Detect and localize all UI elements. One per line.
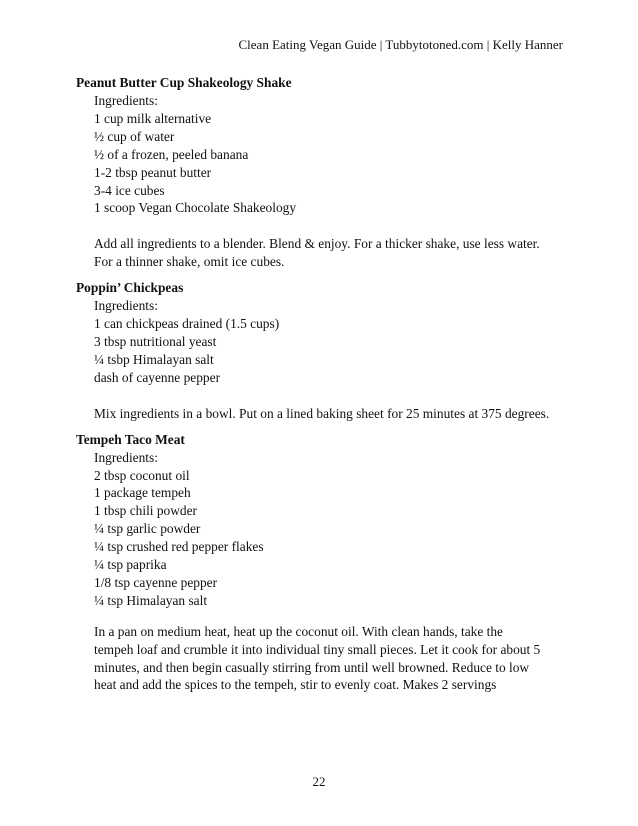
recipe-title: Tempeh Taco Meat	[76, 431, 185, 447]
directions-line: Mix ingredients in a bowl. Put on a lined baking sheet for 25 minutes at 375 degrees.	[94, 405, 550, 421]
recipe-tempeh-taco-meat	[76, 431, 576, 695]
ingredient-item: 2 tbsp coconut oil	[94, 467, 190, 483]
page-content	[76, 74, 576, 694]
ingredient-item: 1 scoop Vegan Chocolate Shakeology	[94, 200, 297, 216]
ingredients-label: Ingredients:	[94, 93, 158, 108]
ingredient-item: 1 package tempeh	[94, 485, 191, 501]
recipe-directions	[94, 405, 576, 423]
directions-line: For a thinner shake, omit ice cubes.	[94, 254, 285, 270]
directions-line: heat and add the spices to the tempeh, stir to evenly coat. Makes 2 servings	[94, 677, 497, 693]
ingredient-item: ¼ tsbp Himalayan salt	[94, 351, 214, 367]
ingredient-item: ½ of a frozen, peeled banana	[94, 146, 249, 162]
recipe-poppin-chickpeas	[76, 279, 576, 430]
recipe-directions	[94, 623, 564, 695]
recipe-directions	[94, 235, 576, 271]
ingredient-item: ¼ tsp Himalayan salt	[94, 592, 208, 608]
recipe-body	[76, 449, 576, 695]
recipe-body	[76, 92, 576, 271]
ingredients-label: Ingredients:	[94, 449, 158, 465]
ingredient-item: 1-2 tbsp peanut butter	[94, 164, 212, 180]
running-header: Clean Eating Vegan Guide | Tubbytotoned.com | Kelly Hanner	[238, 37, 563, 52]
ingredient-item: 1 cup milk alternative	[94, 110, 212, 126]
recipe-title: Peanut Butter Cup Shakeology Shake	[76, 75, 292, 90]
recipe-body	[76, 297, 576, 422]
ingredient-item: 3-4 ice cubes	[94, 182, 165, 198]
ingredient-item: dash of cayenne pepper	[94, 369, 221, 385]
page-number: 22	[312, 774, 326, 789]
recipe-title: Poppin’ Chickpeas	[76, 280, 184, 296]
ingredient-item: ¼ tsp crushed red pepper flakes	[94, 539, 264, 555]
ingredients-label: Ingredients:	[94, 298, 158, 314]
ingredient-item: ¼ tsp paprika	[94, 557, 167, 573]
ingredient-item: 1 tbsp chili powder	[94, 503, 198, 519]
ingredient-item: ¼ tsp garlic powder	[94, 521, 201, 537]
ingredient-item: 1/8 tsp cayenne pepper	[94, 574, 218, 590]
recipe-peanut-butter-cup-shake	[76, 74, 576, 279]
directions-line: minutes, and then begin casually stirring from until well browned. Reduce to low	[94, 659, 530, 675]
ingredient-item: ½ cup of water	[94, 128, 175, 144]
ingredient-item: 3 tbsp nutritional yeast	[94, 333, 217, 349]
directions-line: tempeh loaf and crumble it into individual tiny small pieces. Let it cook for about 5	[94, 641, 541, 657]
ingredient-item: 1 can chickpeas drained (1.5 cups)	[94, 316, 280, 332]
directions-line: Add all ingredients to a blender. Blend & enjoy. For a thicker shake, use less water.	[94, 236, 540, 252]
directions-line: In a pan on medium heat, heat up the coconut oil. With clean hands, take the	[94, 623, 503, 639]
